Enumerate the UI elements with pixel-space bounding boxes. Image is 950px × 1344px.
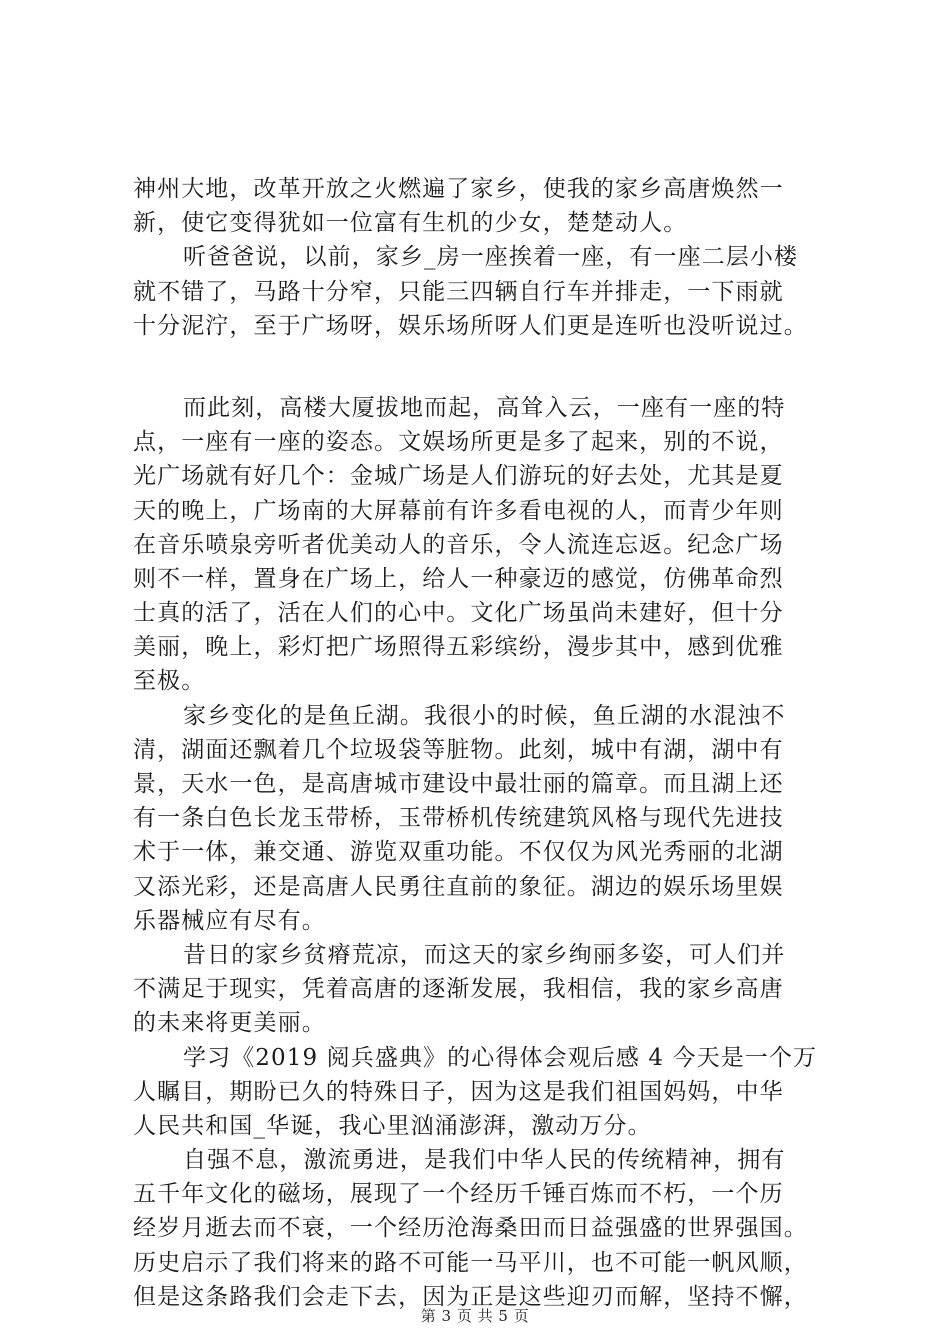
text-line: 就不错了，马路十分窄，只能三四辆自行车并排走，一下雨就 <box>133 278 784 305</box>
text-line: 听爸爸说，以前，家乡_房一座挨着一座，有一座二层小楼 <box>183 244 799 271</box>
text-line: 光广场就有好几个：金城广场是人们游玩的好去处，尤其是夏 <box>133 463 784 490</box>
text-line: 神州大地，改革开放之火燃遍了家乡，使我的家乡高唐焕然一 <box>133 176 784 202</box>
text-line: 士真的活了，活在人们的心中。文化广场虽尚未建好，但十分 <box>133 600 784 627</box>
text-line: 不满足于现实，凭着高唐的逐渐发展，我相信，我的家乡高唐 <box>133 976 784 1003</box>
text-line: 点，一座有一座的姿态。文娱场所更是多了起来，别的不说， <box>133 429 784 456</box>
text-line: 人民共和国_华诞，我心里汹涌澎湃，激动万分。 <box>133 1112 652 1139</box>
text-line: 新，使它变得犹如一位富有生机的少女，楚楚动人。 <box>133 210 688 237</box>
text-line: 在音乐喷泉旁听者优美动人的音乐，令人流连忘返。纪念广场 <box>133 531 784 558</box>
text-line: 家乡变化的是鱼丘湖。我很小的时候，鱼丘湖的水混浊不 <box>183 702 786 729</box>
text-line: 至极。 <box>133 668 206 695</box>
text-line: 的未来将更美丽。 <box>133 1010 326 1037</box>
document-body <box>133 172 833 1314</box>
text-line: 有一条白色长龙玉带桥，玉带桥机传统建筑风格与现代先进技 <box>133 805 784 832</box>
text-line: 景，天水一色，是高唐城市建设中最壮丽的篇章。而且湖上还 <box>133 771 784 797</box>
text-line: 昔日的家乡贫瘠荒凉，而这天的家乡绚丽多姿，可人们并 <box>183 941 786 968</box>
text-line: 天的晚上，广场南的大屏幕前有许多看电视的人，而青少年则 <box>133 497 784 524</box>
text-line: 乐器械应有尽有。 <box>133 907 326 934</box>
text-line: 美丽，晚上，彩灯把广场照得五彩缤纷，漫步其中，感到优雅 <box>133 634 784 661</box>
text-line: 人瞩目，期盼已久的特殊日子，因为这是我们祖国妈妈，中华 <box>133 1078 784 1105</box>
paragraph-gap <box>133 343 833 391</box>
text-line: 清，湖面还飘着几个垃圾袋等脏物。此刻，城中有湖，湖中有 <box>133 736 784 763</box>
text-line: 术于一体，兼交通、游览双重功能。不仅仅为风光秀丽的北湖 <box>133 839 784 866</box>
text-line: 自强不息，激流勇进，是我们中华人民的传统精神，拥有 <box>183 1147 786 1174</box>
page-number-footer: 第 3 页 共 5 页 <box>420 1307 530 1325</box>
text-line: 十分泥泞，至于广场呀，娱乐场所呀人们更是连听也没听说过。 <box>133 312 808 339</box>
text-line: 但是这条路我们会走下去，因为正是这些迎刃而解，坚持不懈， <box>133 1283 808 1310</box>
text-line: 又添光彩，还是高唐人民勇往直前的象征。湖边的娱乐场里娱 <box>133 873 784 900</box>
text-line: 历史启示了我们将来的路不可能一马平川，也不可能一帆风顺， <box>133 1249 808 1276</box>
text-line: 则不一样，置身在广场上，给人一种豪迈的感觉，仿佛革命烈 <box>133 565 784 592</box>
text-line: 学习《2019 阅兵盛典》的心得体会观后感 4 今天是一个万 <box>183 1044 818 1071</box>
text-line: 经岁月逝去而不衰，一个经历沧海桑田而日益强盛的世界强国。 <box>133 1215 808 1242</box>
text-line: 而此刻，高楼大厦拔地而起，高耸入云，一座有一座的特 <box>183 394 786 421</box>
text-line: 五千年文化的磁场，展现了一个经历千锤百炼而不朽，一个历 <box>133 1181 784 1208</box>
